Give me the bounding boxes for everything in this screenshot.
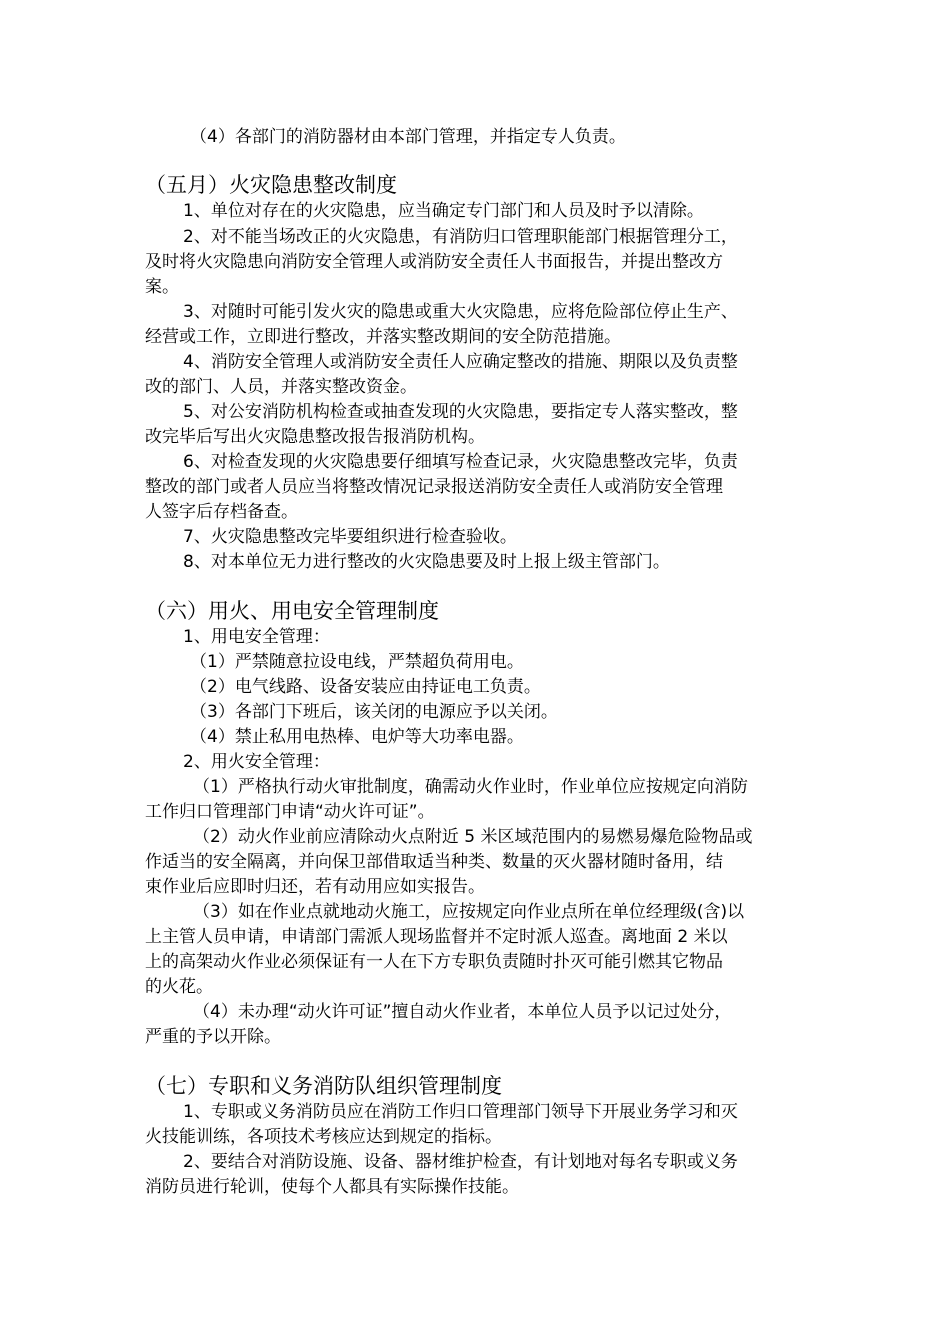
s5-line-9: 5、对公安消防机构检查或抽查发现的火灾隐患，要指定专人落实整改，整 [183,402,738,422]
s5-line-2: 2、对不能当场改正的火灾隐患，有消防归口管理职能部门根据管理分工， [183,227,738,247]
s5-line-6: 经营或工作，立即进行整改，并落实整改期间的安全防范措施。 [145,327,621,347]
s5-line-8: 改的部门、人员，并落实整改资金。 [145,377,417,397]
s5-line-10: 改完毕后写出火灾隐患整改报告报消防机构。 [145,427,485,447]
s5-line-14: 7、火灾隐患整改完毕要组织进行检查验收。 [183,527,517,547]
s6-line-17: 严重的予以开除。 [145,1027,281,1047]
s6-line-1: 1、用电安全管理： [183,627,330,647]
s5-line-12: 整改的部门或者人员应当将整改情况记录报送消防安全责任人或消防安全管理 [145,477,723,497]
s7-line-1: 1、专职或义务消防员应在消防工作归口管理部门领导下开展业务学习和灭 [183,1102,738,1122]
section-7-title: （七）专职和义务消防队组织管理制度 [145,1074,502,1098]
s5-line-1: 1、单位对存在的火灾隐患，应当确定专门部门和人员及时予以清除。 [183,201,704,221]
s6-line-9: （2）动火作业前应清除动火点附近 5 米区域范围内的易燃易爆危险物品或 [193,827,753,847]
s6-line-12: （3）如在作业点就地动火施工，应按规定向作业点所在单位经理级(含)以 [193,902,745,922]
section-5-title: （五月）火灾隐患整改制度 [145,173,397,197]
s6-line-16: （4）未办理“动火许可证”擅自动火作业者，本单位人员予以记过处分， [193,1002,732,1022]
s6-line-7: （1）严格执行动火审批制度，确需动火作业时，作业单位应按规定向消防 [193,777,748,797]
s6-line-14: 上的高架动火作业必须保证有一人在下方专职负责随时扑灭可能引燃其它物品 [145,952,723,972]
s6-line-4: （3）各部门下班后，该关闭的电源应予以关闭。 [190,702,558,722]
s5-line-15: 8、对本单位无力进行整改的火灾隐患要及时上报上级主管部门。 [183,552,670,572]
s6-line-6: 2、用火安全管理： [183,752,330,772]
s5-line-5: 3、对随时可能引发火灾的隐患或重大火灾隐患，应将危险部位停止生产、 [183,302,738,322]
s5-line-11: 6、对检查发现的火灾隐患要仔细填写检查记录，火灾隐患整改完毕，负责 [183,452,738,472]
s6-line-10: 作适当的安全隔离，并向保卫部借取适当种类、数量的灭火器材随时备用，结 [145,852,723,872]
s6-line-2: （1）严禁随意拉设电线，严禁超负荷用电。 [190,652,524,672]
s7-line-2: 火技能训练，各项技术考核应达到规定的指标。 [145,1127,502,1147]
paragraph-top: （4）各部门的消防器材由本部门管理，并指定专人负责。 [190,127,626,147]
s5-line-7: 4、消防安全管理人或消防安全责任人应确定整改的措施、期限以及负责整 [183,352,738,372]
s7-line-3: 2、要结合对消防设施、设备、器材维护检查，有计划地对每名专职或义务 [183,1152,738,1172]
s5-line-13: 人签字后存档备查。 [145,502,298,522]
s6-line-11: 束作业后应即时归还，若有动用应如实报告。 [145,877,485,897]
s6-line-15: 的火花。 [145,977,213,997]
s6-line-3: （2）电气线路、设备安装应由持证电工负责。 [190,677,541,697]
s5-line-3: 及时将火灾隐患向消防安全管理人或消防安全责任人书面报告，并提出整改方 [145,252,723,272]
s6-line-5: （4）禁止私用电热棒、电炉等大功率电器。 [190,727,524,747]
s6-line-8: 工作归口管理部门申请“动火许可证”。 [145,802,435,822]
section-6-title: （六）用火、用电安全管理制度 [145,599,439,623]
s5-line-4: 案。 [145,277,179,297]
s7-line-4: 消防员进行轮训，使每个人都具有实际操作技能。 [145,1177,519,1197]
s6-line-13: 上主管人员申请，申请部门需派人现场监督并不定时派人巡查。离地面 2 米以 [145,927,728,947]
